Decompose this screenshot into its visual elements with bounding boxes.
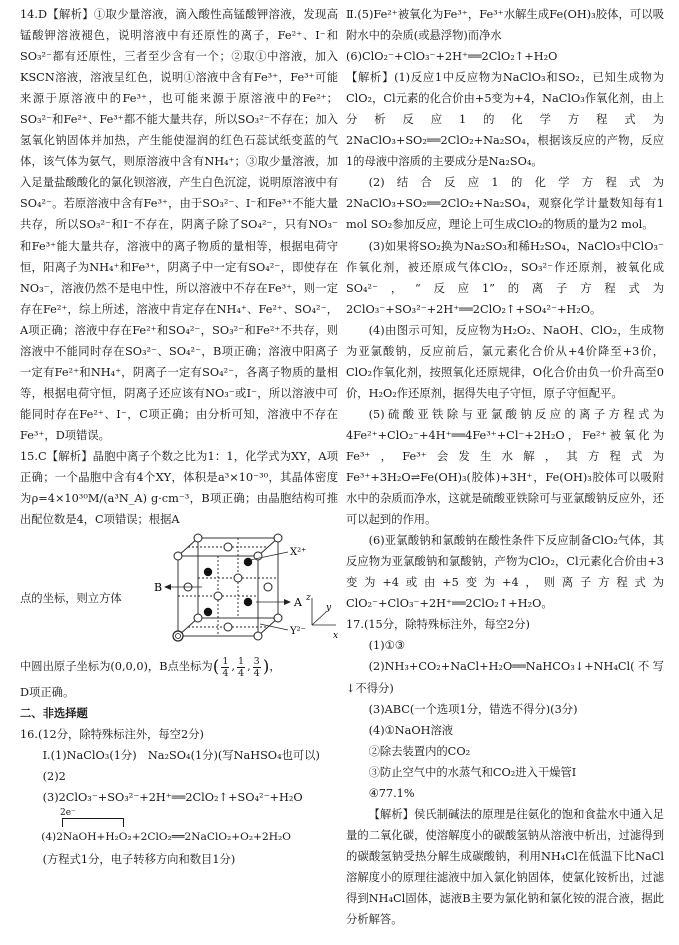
q16-analysis-6: (6)亚氯酸钠和氯酸钠在酸性条件下反应制备ClO₂气体，其反应物为亚氯酸钠和氯酸钠，产物为ClO₂，Cl元素化合价由+3变为+4或由+5变为+4，则离子方程式为ClO₂⁻+ClO₃⁻+2H⁺══2ClO₂↑+H₂O。 [346, 534, 664, 611]
q14-answer: 14.D【解析】①取少量溶液，滴入酸性高锰酸钾溶液，发现高锰酸钾溶液褪色，说明溶液中有还原性的离子，Fe²⁺、I⁻和SO₃²⁻都有还原性，三者至少含有一个；②取①中溶液，加入KSCN溶液，溶液呈红色，说明①溶液中含有Fe³⁺，Fe³⁺可能来源于原溶液中的Fe³⁺，也可能来源于原溶液中的Fe²⁺；SO₃²⁻和Fe²⁺、Fe³⁺都不能大量共存，所以SO₃²⁻不存在；加入氢氧化钠固体并加热，产生能使湿润的红色石蕊试纸变蓝的气体，该气体为氨气，则原溶液中含有NH₄⁺；③取少量溶液，加入足量盐酸酸化的氯化钡溶液，产生白色沉淀，说明原溶液中有SO₄²⁻。若原溶液中含有Fe³⁺，由于SO₃²⁻、I⁻和Fe³⁺不能大量共存，所以SO₃²⁻和I⁻不存在，阴离子除了SO₄²⁻，只有NO₃⁻和Fe³⁺能大量共存，溶液中的离子物质的量相等，根据电荷守恒，阳离子为NH₄⁺和Fe³⁺，阴离子中一定有SO₄²⁻，即使存在NO₃⁻，溶液仍然不是电中性，所以溶液中不存在Fe³⁺，则一定存在Fe²⁺，综上所述，溶液中肯定存在NH₄⁺、Fe²⁺、SO₄²⁻，A项正确；溶液中存在Fe²⁺和SO₄²⁻，SO₃²⁻和Fe²⁺不共存，则溶液中不能同时存在SO₃²⁻、SO₄²⁻，B项正确；溶液中阳离子一定有Fe²⁺和NH₄⁺，阴离子一定有SO₄²⁻，各离子物质的量相等，根据电荷守恒，阴离子还应该有NO₃⁻或I⁻，所以溶液中可能同时存在Fe²⁺、I⁻，C项正确；由分析可知，溶液中不存在Fe³⁺，D项错误。 [20, 8, 338, 442]
q16-3: (3)2ClO₃⁻+SO₃²⁻+2H⁺══2ClO₂↑+SO₄²⁻+H₂O [42, 791, 303, 805]
right-column [346, 4, 664, 930]
q17-analysis: 【解析】侯氏制碱法的原理是往氨化的饱和食盐水中通入足量的二氧化碳，使溶解度小的碳酸氢钠从溶液中析出，过滤得到的碳酸氢钠受热分解生成碳酸钠，利用NH₄Cl在低温下比NaCl溶解度小的原理往滤液中加入氯化钠固体，使氯化铵析出，过滤得到NH₄Cl固体，滤液B主要为氯化钠和氯化铵的混合液，据此分析解答。 [346, 807, 664, 927]
q16-4: (4)2NaOH+H₂O₂+2ClO₂══2NaClO₂+O₂+2H₂O [41, 831, 291, 844]
q17-1: (1)①③ [368, 639, 405, 653]
q16-2: (2)2 [42, 770, 66, 784]
q16-analysis-4: (4)由图示可知，反应物为H₂O₂、NaOH、ClO₂，生成物为亚氯酸钠，反应前后，氯元素化合价从+4价降至+3价，ClO₂作氧化剂，按照氧化还原规律，O化合价由负一价升高至0价，H₂O₂作还原剂，据得失电子守恒，原子守恒配平。 [346, 323, 664, 400]
q17-4d: ④77.1% [368, 786, 415, 800]
origin-atom [173, 631, 183, 641]
q17-head: 17.(15分，除特殊标注外，每空2分) [346, 618, 530, 632]
crystal-cell-diagram [140, 530, 340, 652]
crystal-figure-block [20, 530, 338, 652]
q17-4c: ③防止空气中的水蒸气和CO₂进入干燥管Ⅰ [368, 765, 577, 779]
electron-transfer-arrow [62, 818, 124, 827]
q16-1: Ⅰ.(1)NaClO₃(1分) Na₂SO₄(1分)(写NaHSO₄也可以) [42, 749, 320, 763]
figure-lead-text: 点的坐标，则立方体 [20, 592, 122, 606]
q16-head: 16.(12分，除特殊标注外，每空2分) [20, 728, 204, 742]
axis-z: z [306, 593, 311, 604]
axis-y: y [326, 603, 332, 614]
q15-answer: 15.C【解析】晶胞中离子个数之比为1：1，化学式为XY，A项正确；一个晶胞中含有4个XY，体积是a³×10⁻³⁰，其晶体密度为ρ=4×10³⁰M/(a³N_A) g·cm⁻³，B项正确；由晶胞结构可推出配位数是4，C项错误；根据A [20, 449, 338, 527]
label-b: B [154, 581, 163, 595]
q17-4b: ②除去装置内的CO₂ [368, 744, 471, 758]
q17-4a: (4)①NaOH溶液 [368, 723, 454, 737]
axis-x: x [333, 631, 339, 642]
q17-2: (2)NH₃+CO₂+NaCl+H₂O══NaHCO₃↓+NH₄Cl(不写↓不得分) [346, 660, 664, 695]
label-x2plus: X²⁺ [290, 547, 307, 559]
q16-analysis-5: (5)硫酸亚铁除与亚氯酸钠反应的离子方程式为4Fe²⁺+ClO₂⁻+4H⁺══4Fe³⁺+Cl⁻+2H₂O，Fe²⁺被氧化为Fe³⁺，Fe³⁺会发生水解，其方程式为Fe³⁺+3H₂O⇌Fe(OH)₃(胶体)+3H⁺，Fe(OH)₃胶体可以吸附水中的杂质而净水，这就是硫酸亚铁除可与亚氯酸钠反应外，还可以起到的作用。 [346, 407, 664, 527]
d-correct: D项正确。 [20, 686, 75, 700]
section-2-title: 二、非选择题 [20, 707, 88, 721]
q17-3: (3)ABC(一个选项1分，错选不得分)(3分) [368, 702, 578, 716]
coord-line: 中圆出原子坐标为(0,0,0)，B点坐标为( $\frac{1}{4}$ , $\frac{1}{4}$ , $\frac{3}{4}$ )， [20, 655, 281, 679]
electron-transfer-label: 2e⁻ [60, 808, 76, 819]
q16-6: (6)ClO₂⁻+ClO₃⁻+2H⁺══2ClO₂↑+H₂O [346, 50, 558, 64]
label-a: A [294, 596, 302, 610]
label-y2minus: Y²⁻ [290, 626, 306, 638]
left-column [20, 4, 338, 870]
q16-5: Ⅱ.(5)Fe²⁺被氧化为Fe³⁺，Fe³⁺水解生成Fe(OH)₃胶体，可以吸附水中的杂质(或悬浮物)而净水 [346, 8, 664, 43]
q16-4-note: (方程式1分，电子转移方向和数目1分) [42, 852, 236, 866]
q16-analysis-2: (2)结合反应1的化学方程式为2NaClO₃+SO₂══2ClO₂+Na₂SO₄，观察化学计量数知每有1 mol SO₂参加反应，理论上可生成ClO₂的物质的量为2 mol。 [346, 176, 664, 232]
q16-analysis-3: (3)如果将SO₂换为Na₂SO₃和稀H₂SO₄，NaClO₃中ClO₃⁻作氧化剂，被还原成气体ClO₂，SO₃²⁻作还原剂，被氧化成SO₄²⁻，“反应1”的离子方程式为2ClO₃⁻+SO₃²⁻+2H⁺══2ClO₂↑+SO₄²⁻+H₂O。 [346, 239, 664, 316]
q16-analysis-1: 【解析】(1)反应1中反应物为NaClO₃和SO₂，已知生成物为ClO₂，Cl元素的化合价由+5变为+4，NaClO₃作氧化剂，由上分析反应1的化学方程式为2NaClO₃+SO₂══2ClO₂+Na₂SO₄，根据该反应的产物，反应1的母液中溶质的主要成分是Na₂SO₄。 [346, 71, 664, 169]
